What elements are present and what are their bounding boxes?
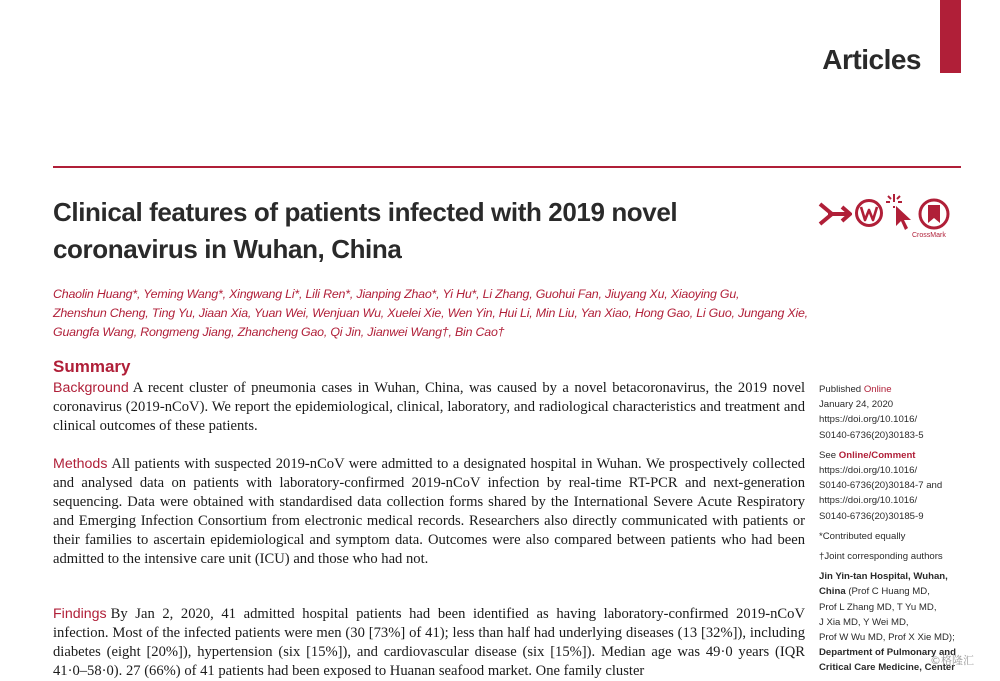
crossmark-icon[interactable] — [918, 198, 950, 235]
header-divider — [53, 166, 961, 168]
affiliation-bold-2: China — [819, 586, 846, 598]
section-label: Articles — [822, 44, 921, 75]
open-access-arrow-icon[interactable] — [818, 200, 852, 233]
background-label: Background — [53, 380, 129, 396]
publication-info — [819, 382, 960, 443]
see-prefix: See — [819, 449, 839, 461]
comment-doi-2-line-1[interactable]: https://doi.org/10.1016/ — [819, 495, 918, 507]
related-comment — [819, 448, 960, 524]
affiliation-bold-3: Department of Pulmonary and — [819, 647, 956, 659]
article-doi-line-1[interactable]: https://doi.org/10.1016/ — [819, 414, 918, 426]
author-line-1: Chaolin Huang*, Yeming Wang*, Xingwang Li*, Lili Ren*, Jianping Zhao*, Yi Hu*, Li Zhang, Guohui Fan, Jiuyang Xu, Xiaoying Gu, — [53, 287, 740, 301]
article-title-line-1: Clinical features of patients infected with 2019 novel — [53, 197, 678, 227]
wiley-w-icon[interactable] — [854, 198, 884, 233]
online-comment-link[interactable]: Online/Comment — [838, 449, 916, 461]
article-title-line-2: coronavirus in Wuhan, China — [53, 234, 402, 264]
published-online-link[interactable]: Online — [863, 384, 892, 395]
comment-doi-2-line-2[interactable]: S0140-6736(20)30185-9 — [819, 510, 924, 522]
findings-text: By Jan 2, 2020, 41 admitted hospital patients had been identified as having laboratory-confirmed 2019-nCoV infection. Most of the infected patients were men (30 [73%] of 41); less than half had underlying diseases (13 [32%]), including diabetes (eight [20%]), hypertension (six [15%]), and cardiovascular disease (six [15%]). Median age was 49·0 years (IQR 41·0–58·0). 27 (66%) of 41 patients had been exposed to Huanan seafood market. One family cluster — [53, 606, 805, 679]
methods-paragraph — [53, 455, 805, 569]
summary-heading: Summary — [53, 357, 131, 376]
author-line-3: Guangfa Wang, Rongmeng Jiang, Zhancheng Gao, Qi Jin, Jianwei Wang†, Bin Cao† — [53, 325, 505, 339]
affiliation-text-1: (Prof C Huang MD, — [845, 586, 930, 598]
watermark-text: ©格隆汇 — [930, 654, 974, 667]
article-doi-line-2[interactable]: S0140-6736(20)30183-5 — [819, 429, 924, 441]
cursor-click-icon[interactable] — [886, 194, 916, 237]
author-list — [53, 285, 813, 342]
comment-doi-1-line-2[interactable]: S0140-6736(20)30184-7 and — [819, 480, 943, 492]
corner-accent-bar — [940, 0, 961, 73]
published-prefix: Published — [819, 384, 864, 395]
affiliation-text-4: Prof W Wu MD, Prof X Xie MD); — [819, 632, 955, 644]
affiliation-text-2: Prof L Zhang MD, T Yu MD, — [819, 601, 937, 613]
methods-label: Methods — [53, 456, 108, 472]
author-line-2: Zhenshun Cheng, Ting Yu, Jiaan Xia, Yuan Wei, Wenjuan Wu, Xuelei Xie, Wen Yin, Hui Li, Min Liu, Yan Xiao, Hong Gao, Li Guo, Jungang Xie, — [53, 306, 808, 320]
article-title — [53, 194, 793, 268]
findings-paragraph — [53, 605, 805, 681]
background-paragraph — [53, 379, 805, 436]
affiliation-text-3: J Xia MD, Y Wei MD, — [819, 616, 909, 628]
findings-label: Findings — [53, 606, 107, 622]
contributed-equally-note: *Contributed equally — [819, 530, 906, 542]
affiliation-bold-1: Jin Yin-tan Hospital, Wuhan, — [819, 571, 948, 583]
affiliation-bold-4: Critical Care Medicine, Center — [819, 662, 955, 674]
background-text: A recent cluster of pneumonia cases in Wuhan, China, was caused by a novel betacoronavirus, the 2019 novel coronavirus (2019-nCoV). We report the epidemiological, clinical, laboratory, and radiological characteristics and treatment and clinical outcomes of these patients. — [53, 380, 805, 434]
methods-text: All patients with suspected 2019-nCoV were admitted to a designated hospital in Wuhan. We prospectively collected and analysed data on patients with laboratory-confirmed 2019-nCoV infection by real-time RT-PCR and next-generation sequencing. Data were obtained with standardised data collection forms shared by the International Severe Acute Respiratory and Emerging Infection Consortium from electronic medical records. Researchers also directly communicated with patients or their families to ascertain epidemiological and symptom data. Outcomes were also compared between patients who had been admitted to the intensive care unit (ICU) and those who had not. — [53, 456, 805, 567]
joint-corresponding-note: †Joint corresponding authors — [819, 551, 943, 563]
article-sidebar — [819, 382, 960, 676]
published-date: January 24, 2020 — [819, 399, 894, 411]
comment-doi-1-line-1[interactable]: https://doi.org/10.1016/ — [819, 465, 918, 477]
crossmark-label: CrossMark — [912, 232, 946, 239]
